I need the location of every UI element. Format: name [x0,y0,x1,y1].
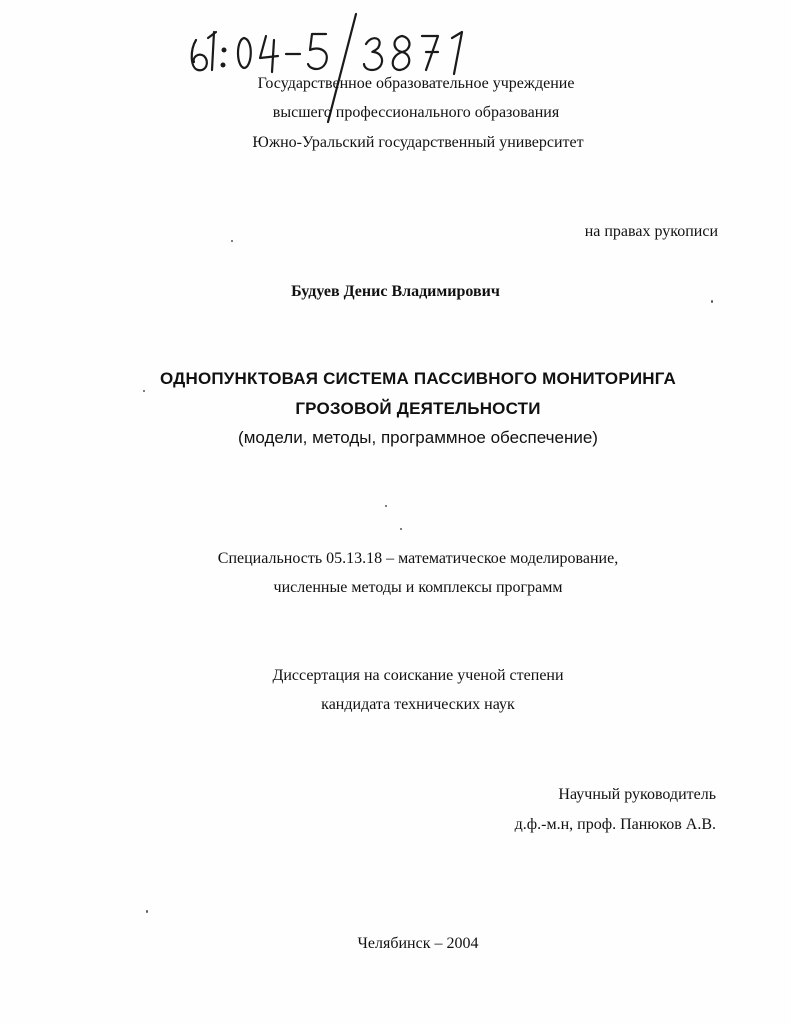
degree-line-2: кандидата технических наук [321,696,515,713]
author-name: Будуев Денис Владимирович [291,283,500,300]
thesis-title-line-1: ОДНОПУНКТОВАЯ СИСТЕМА ПАССИВНОГО МОНИТОРИНГА [159,369,677,388]
scan-speck [385,505,387,507]
rights-note: на правах рукописи [584,223,718,240]
scan-speck [400,528,402,530]
degree-line-1: Диссертация на соискание ученой степени [272,667,564,684]
specialty-line-1: Специальность 05.13.18 – математическое моделирование, [217,550,619,567]
thesis-title-line-2: ГРОЗОВОЙ ДЕЯТЕЛЬНОСТИ [295,399,541,418]
institution-line-3: Южно-Уральский государственный университет [252,134,584,151]
supervisor-label: Научный руководитель [558,786,716,803]
institution-line-2: высшего профессионального образования [272,104,560,121]
specialty-line-2: численные методы и комплексы программ [273,579,563,596]
scan-speck [143,390,145,392]
institution-line-1: Государственное образовательное учреждение [257,75,575,92]
thesis-subtitle: (модели, методы, программное обеспечение) [238,428,598,447]
scan-speck [231,240,233,242]
city-year: Челябинск – 2004 [357,935,479,952]
scan-speck [146,910,148,913]
scan-speck [711,300,713,303]
supervisor-name: д.ф.-м.н, проф. Панюков А.В. [514,816,716,833]
